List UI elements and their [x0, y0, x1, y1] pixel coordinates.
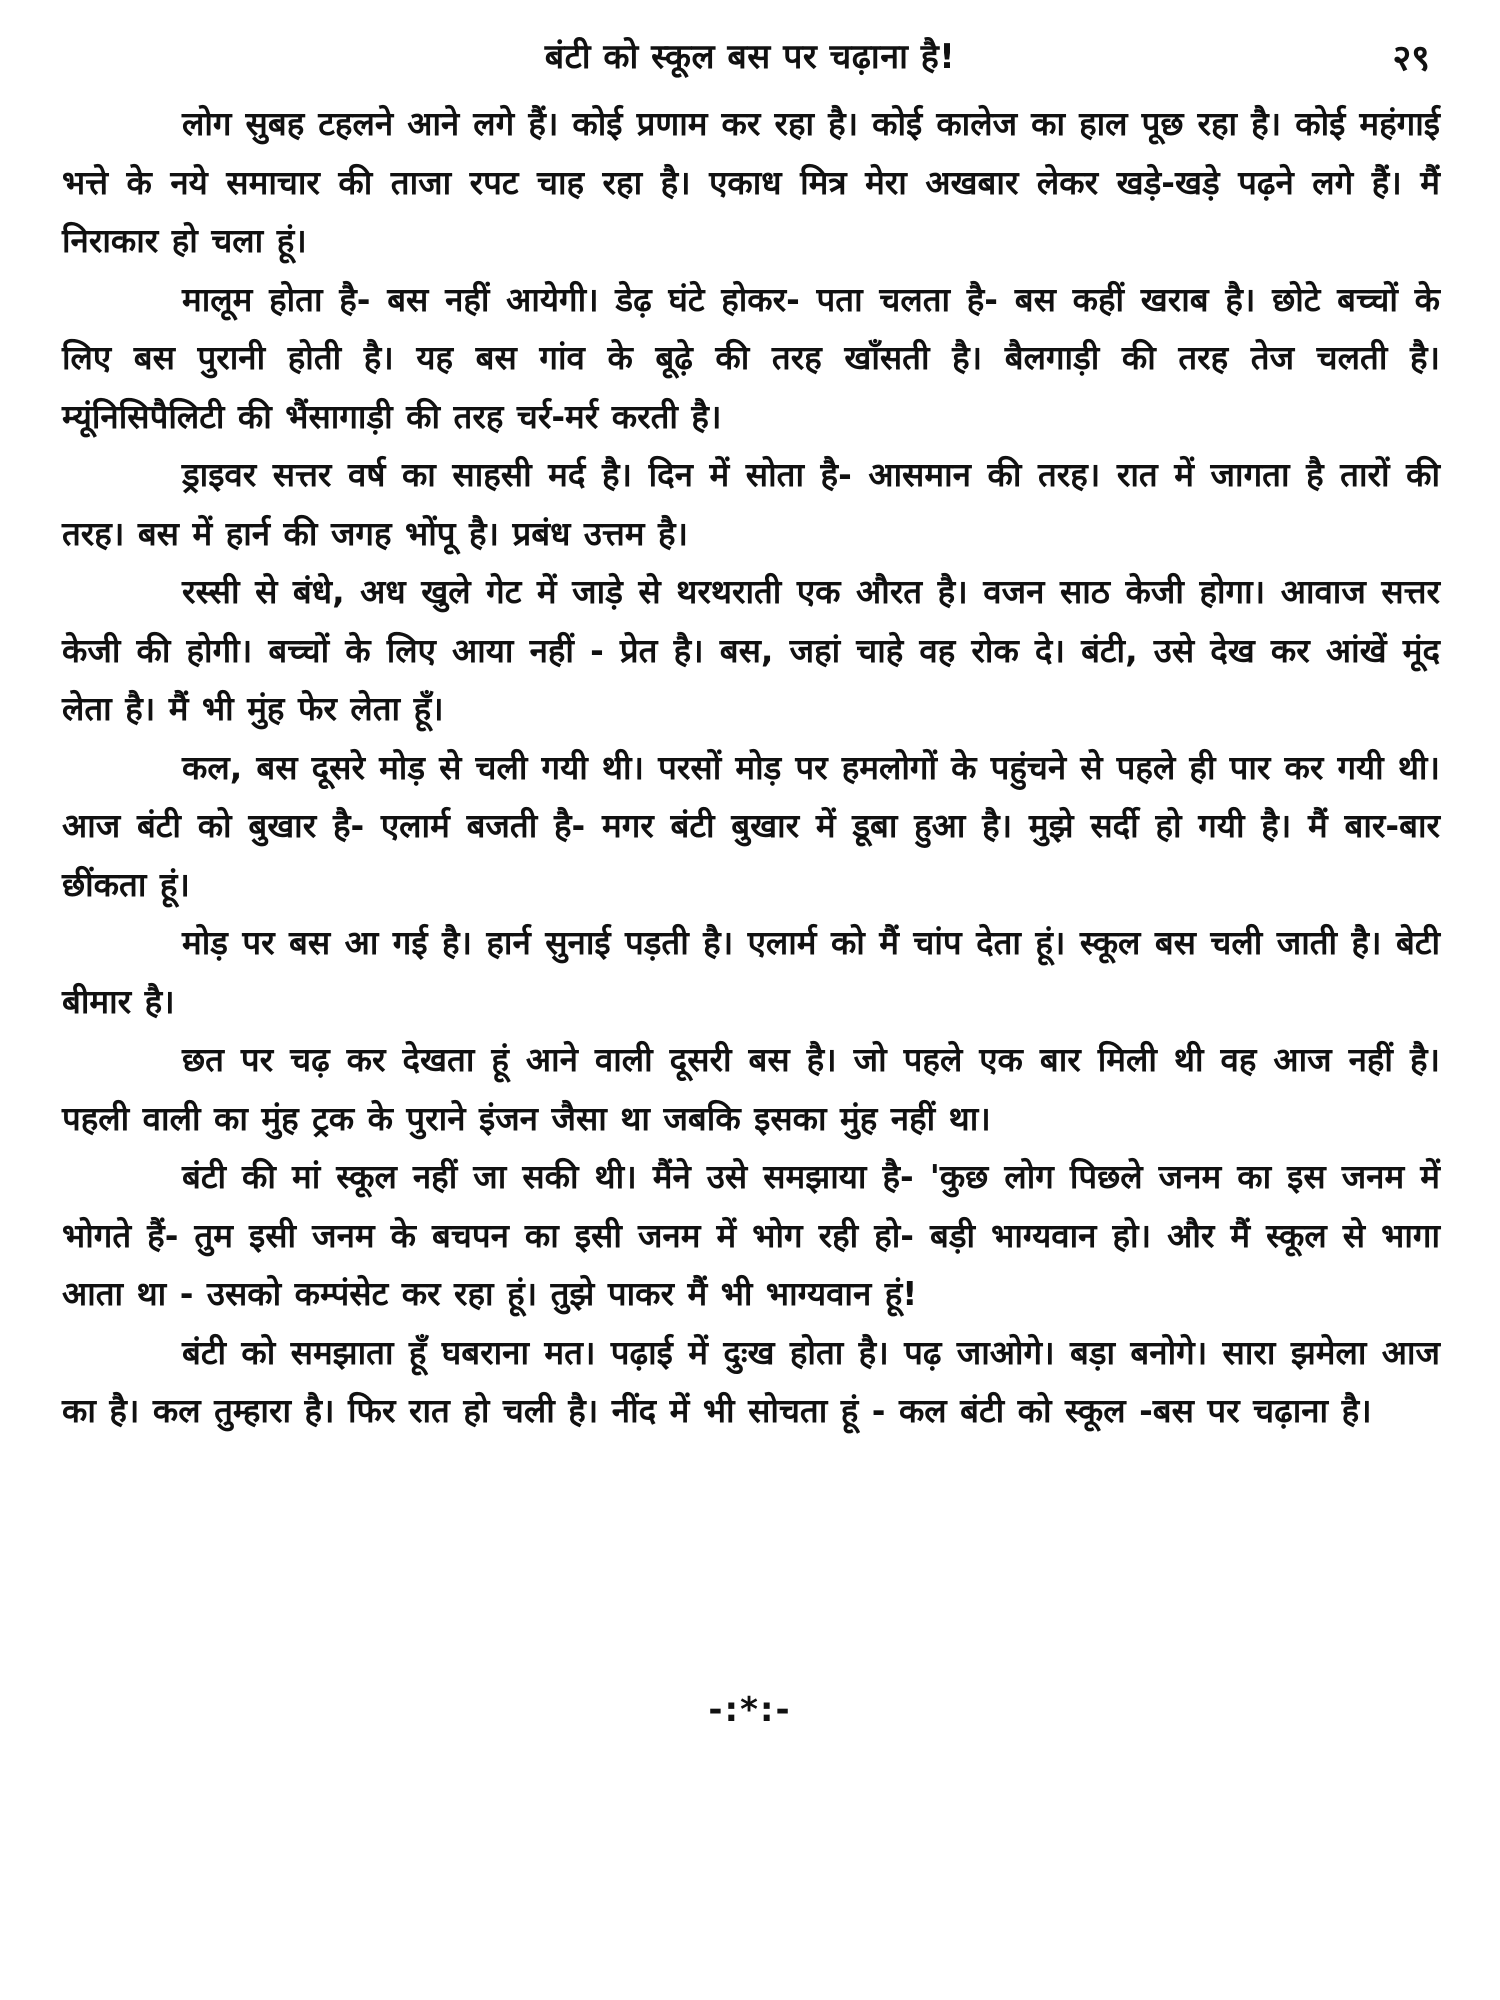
paragraph: बंटी को समझाता हूँ घबराना मत। पढ़ाई में दुःख होता है। पढ़ जाओगे। बड़ा बनोगे। सारा झमेला आज का है। कल तुम्हारा है। फिर रात हो चली है। नींद में भी सोचता हूं - कल बंटी को स्कूल -बस पर चढ़ाना है। [62, 1332, 1440, 1430]
paragraph: मोड़ पर बस आ गई है। हार्न सुनाई पड़ती है। एलार्म को मैं चांप देता हूं। स्कूल बस चली जाती है। बेटी बीमार है। [62, 923, 1440, 1021]
running-title: बंटी को स्कूल बस पर चढ़ाना है! [544, 37, 956, 77]
paragraph: मालूम होता है- बस नहीं आयेगी। डेढ़ घंटे होकर- पता चलता है- बस कहीं खराब है। छोटे बच्चों के लिए बस पुरानी होती है। यह बस गांव के बूढ़े की तरह खाँसती है। बैलगाड़ी की तरह तेज चलती है। म्यूंनिसिपैलिटी की भैंसागाड़ी की तरह चर्र-मर्र करती है। [62, 279, 1440, 436]
page-header [60, 32, 1440, 92]
paragraph: ड्राइवर सत्तर वर्ष का साहसी मर्द है। दिन में सोता है- आसमान की तरह। रात में जागता है तारों की तरह। बस में हार्न की जगह भोंपू है। प्रबंध उत्तम है। [62, 455, 1440, 553]
paragraph: लोग सुबह टहलने आने लगे हैं। कोई प्रणाम कर रहा है। कोई कालेज का हाल पूछ रहा है। कोई महंगाई भत्ते के नये समाचार की ताजा रपट चाह रहा है। एकाध मित्र मेरा अखबार लेकर खड़े-खड़े पढ़ने लगे हैं। मैं निराकार हो चला हूं। [62, 104, 1440, 260]
page-number: २९ [1392, 38, 1430, 79]
paragraph: बंटी की मां स्कूल नहीं जा सकी थी। मैंने उसे समझाया है- 'कुछ लोग पिछले जनम का इस जनम में भोगते हैं- तुम इसी जनम के बचपन का इसी जनम में भोग रही हो- बड़ी भाग्यवान हो। और मैं स्कूल से भागा आता था - उसको कम्पंसेट कर रहा हूं। तुझे पाकर मैं भी भाग्यवान हूं! [62, 1157, 1440, 1313]
paragraph: छत पर चढ़ कर देखता हूं आने वाली दूसरी बस है। जो पहले एक बार मिली थी वह आज नहीं है। पहली वाली का मुंह ट्रक के पुराने इंजन जैसा था जबकि इसका मुंह नहीं था। [62, 1040, 1440, 1138]
paragraph: कल, बस दूसरे मोड़ से चली गयी थी। परसों मोड़ पर हमलोगों के पहुंचने से पहले ही पार कर गयी थी। आज बंटी को बुखार है- एलार्म बजती है- मगर बंटी बुखार में डूबा हुआ है। मुझे सर्दी हो गयी है। मैं बार-बार छींकता हूं। [62, 747, 1440, 904]
section-end-separator: -:*:- [708, 1690, 792, 1730]
paragraph: रस्सी से बंधे, अध खुले गेट में जाड़े से थरथराती एक औरत है। वजन साठ केजी होगा। आवाज सत्तर केजी की होगी। बच्चों के लिए आया नहीं - प्रेत है। बस, जहां चाहे वह रोक दे। बंटी, उसे देख कर आंखें मूंद लेता है। मैं भी मुंह फेर लेता हूँ। [62, 572, 1440, 728]
body-text [62, 95, 1440, 1441]
